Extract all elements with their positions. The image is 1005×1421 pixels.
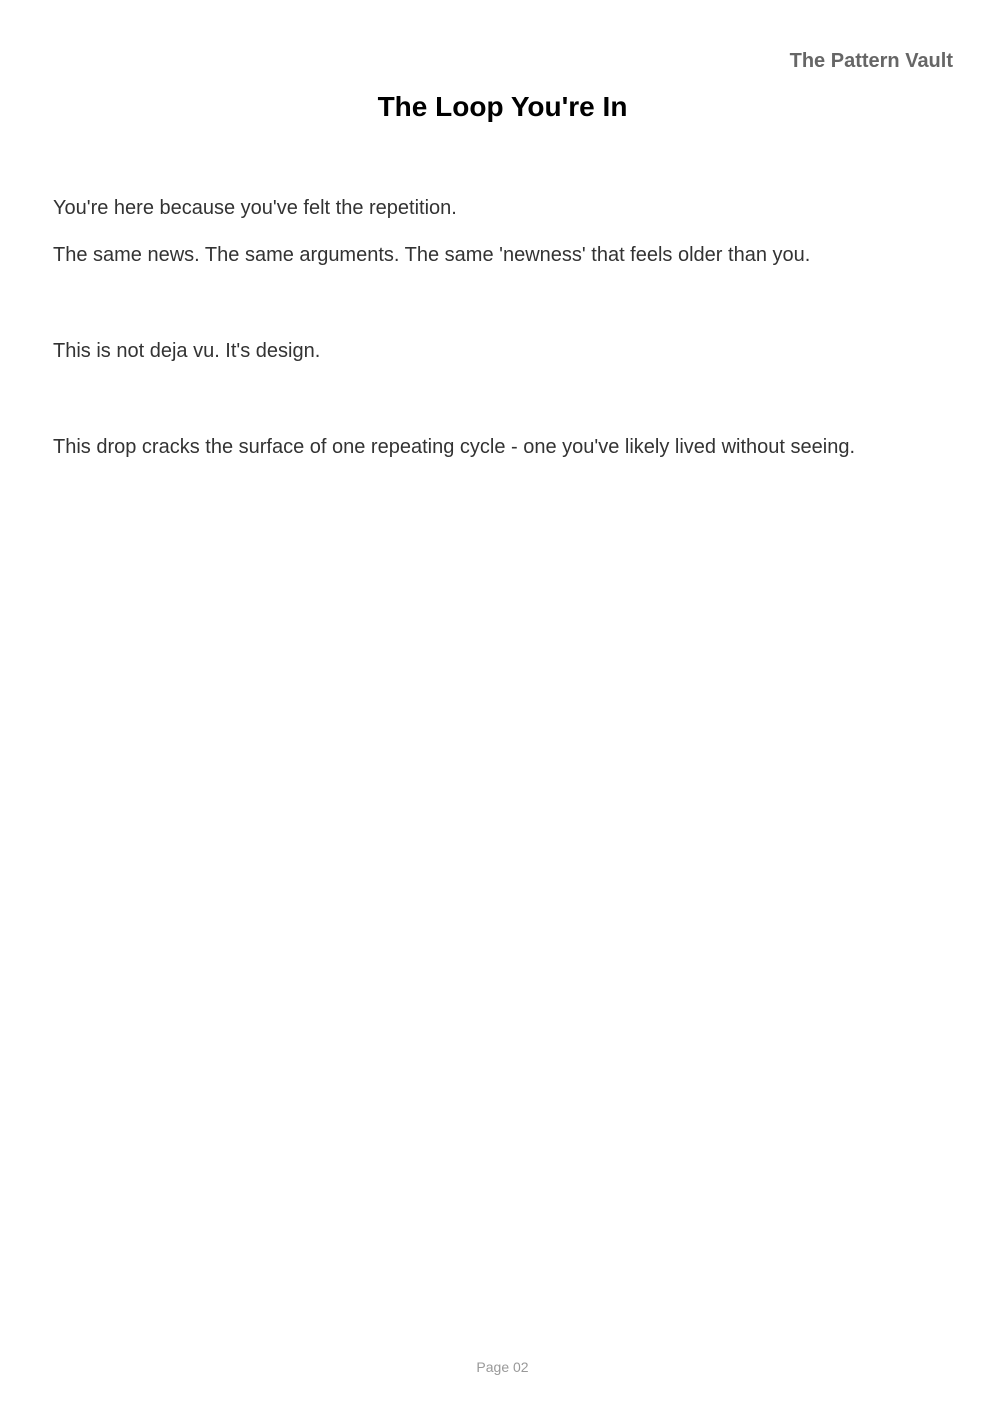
page-number: Page 02 — [476, 1359, 529, 1375]
body-paragraph: You're here because you've felt the repetition. — [53, 197, 457, 219]
page-title: The Loop You're In — [377, 91, 628, 122]
header-brand: The Pattern Vault — [789, 50, 953, 72]
body-paragraph: This drop cracks the surface of one repeating cycle - one you've likely lived without seeing. — [53, 436, 856, 458]
body-paragraph: The same news. The same arguments. The same 'newness' that feels older than you. — [53, 244, 811, 266]
body-paragraph: This is not deja vu. It's design. — [53, 340, 321, 362]
